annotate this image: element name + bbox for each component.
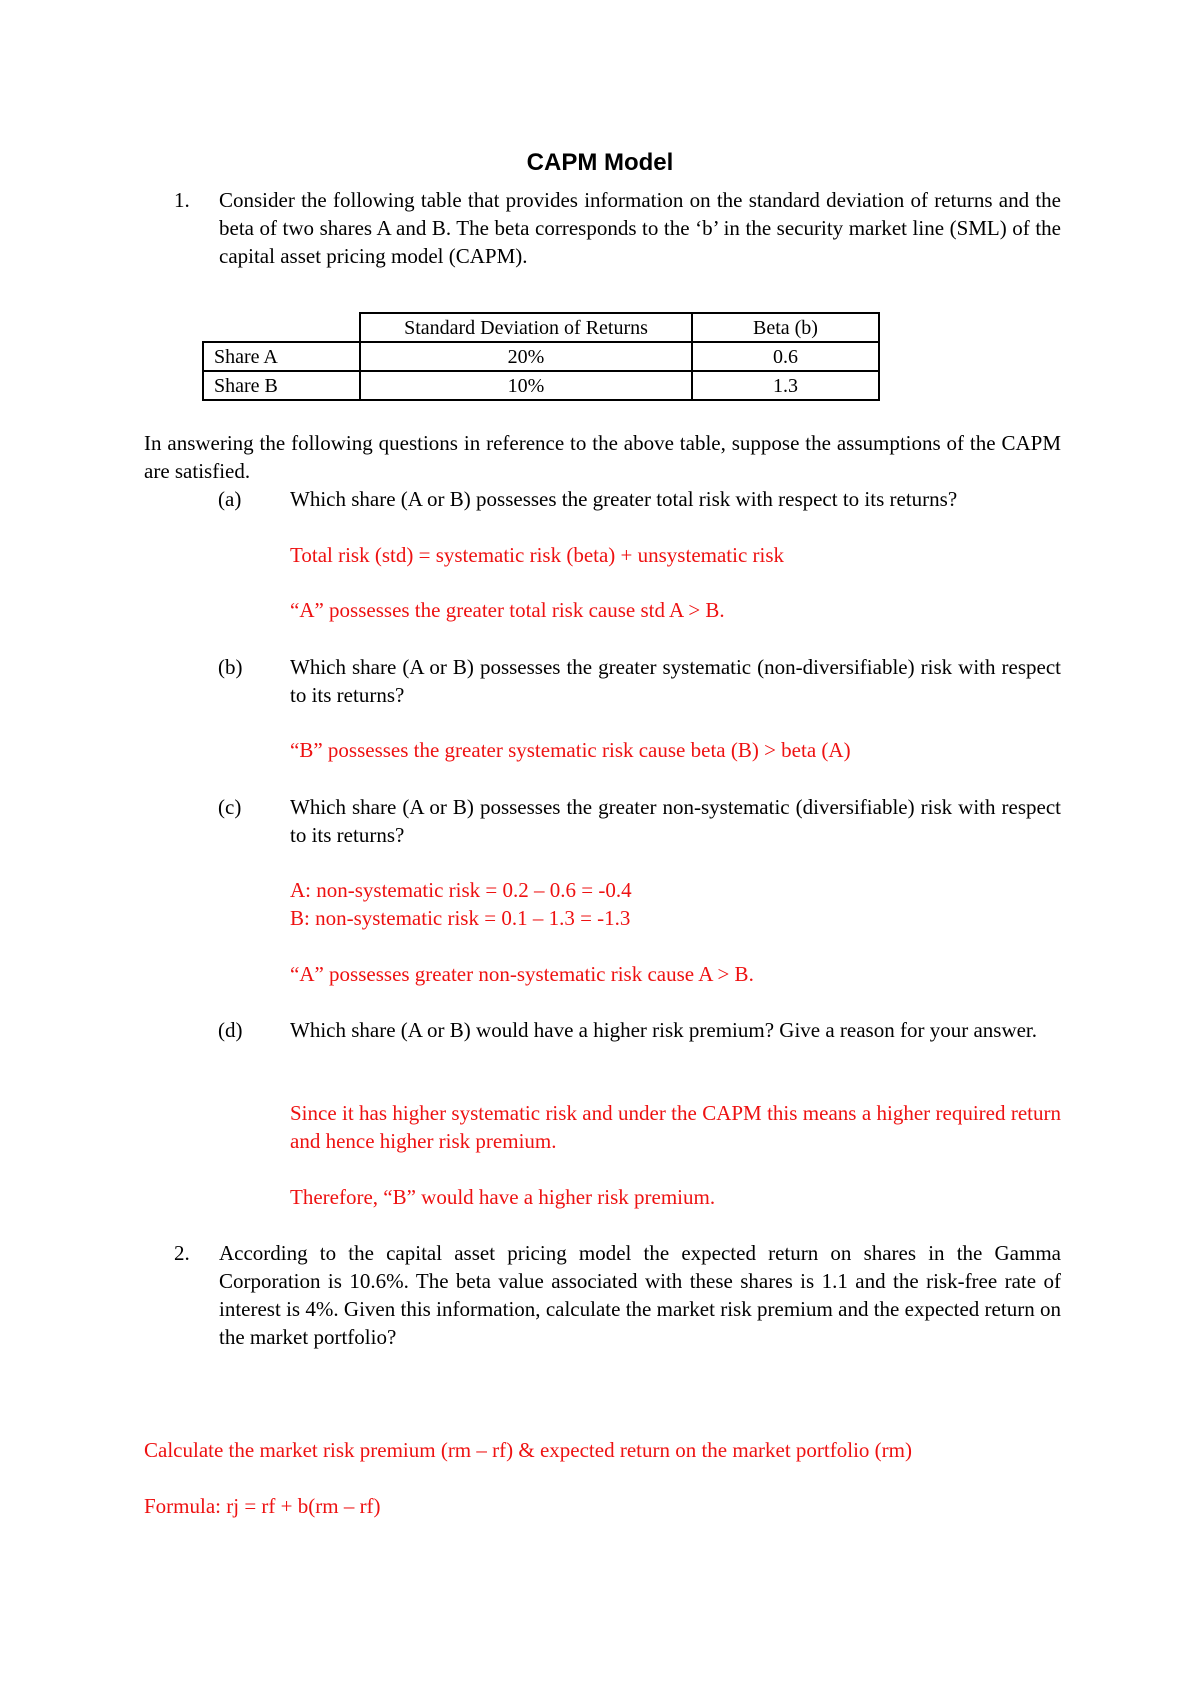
question-2-formula: Formula: rj = rf + b(rm – rf) [144,1494,381,1518]
question-1-lead-in: In answering the following questions in reference to the above table, suppose the assumptions of the CAPM are satisfied. [144,431,1061,483]
part-d-question: Which share (A or B) would have a higher risk premium? Give a reason for your answer. [290,1018,1038,1042]
part-d-label: (d) [218,1018,243,1042]
question-1-intro: Consider the following table that provides information on the standard deviation of returns and the beta of two shares A and B. The beta corresponds to the ‘b’ in the security market line (SML) of the capital asset pricing model (CAPM). [219,188,1061,268]
part-c-answer: A: non-systematic risk = 0.2 – 0.6 = -0.4 [290,878,632,902]
part-a-answer: “A” possesses the greater total risk cause std A > B. [290,598,725,622]
question-2-answer-heading: Calculate the market risk premium (rm – rf) & expected return on the market portfolio (rm) [144,1438,912,1462]
part-d-answer: Therefore, “B” would have a higher risk premium. [290,1185,716,1209]
table-header-cell: Standard Deviation of Returns [360,313,692,342]
part-d-answer: Since it has higher systematic risk and under the CAPM this means a higher required return and hence higher risk premium. [290,1101,1061,1153]
question-1-number: 1. [174,188,190,212]
table-cell: 20% [360,342,692,371]
page-title: CAPM Model [526,149,674,176]
table-row [203,371,879,400]
table-cell: 0.6 [692,342,879,371]
table-cell: 1.3 [692,371,879,400]
part-a-label: (a) [218,487,242,511]
table-cell: Share B [203,371,360,400]
table-cell: Share A [203,342,360,371]
table-header-row [203,313,879,342]
question-2-number: 2. [174,1241,190,1265]
part-b-question: Which share (A or B) possesses the greater systematic (non-diversifiable) risk with respect to its returns? [290,655,1061,707]
part-b-answer: “B” possesses the greater systematic risk cause beta (B) > beta (A) [290,738,851,762]
table-cell: 10% [360,371,692,400]
table-header-cell: Beta (b) [692,313,879,342]
part-a-answer: Total risk (std) = systematic risk (beta) + unsystematic risk [290,543,785,567]
table-header-cell [203,313,360,342]
part-b-label: (b) [218,655,243,679]
part-c-question: Which share (A or B) possesses the greater non-systematic (diversifiable) risk with respect to its returns? [290,795,1061,847]
question-2-text: According to the capital asset pricing model the expected return on shares in the Gamma Corporation is 10.6%. The beta value associated with these shares is 1.1 and the risk-free rate of interest is 4%. Given this information, calculate the market risk premium and the expected return on the market portfolio? [219,1241,1061,1349]
part-a-question: Which share (A or B) possesses the greater total risk with respect to its returns? [290,487,958,511]
data-table [202,312,880,401]
part-c-label: (c) [218,795,242,819]
part-c-answer: B: non-systematic risk = 0.1 – 1.3 = -1.3 [290,906,631,930]
part-c-answer: “A” possesses greater non-systematic risk cause A > B. [290,962,754,986]
table-row [203,342,879,371]
